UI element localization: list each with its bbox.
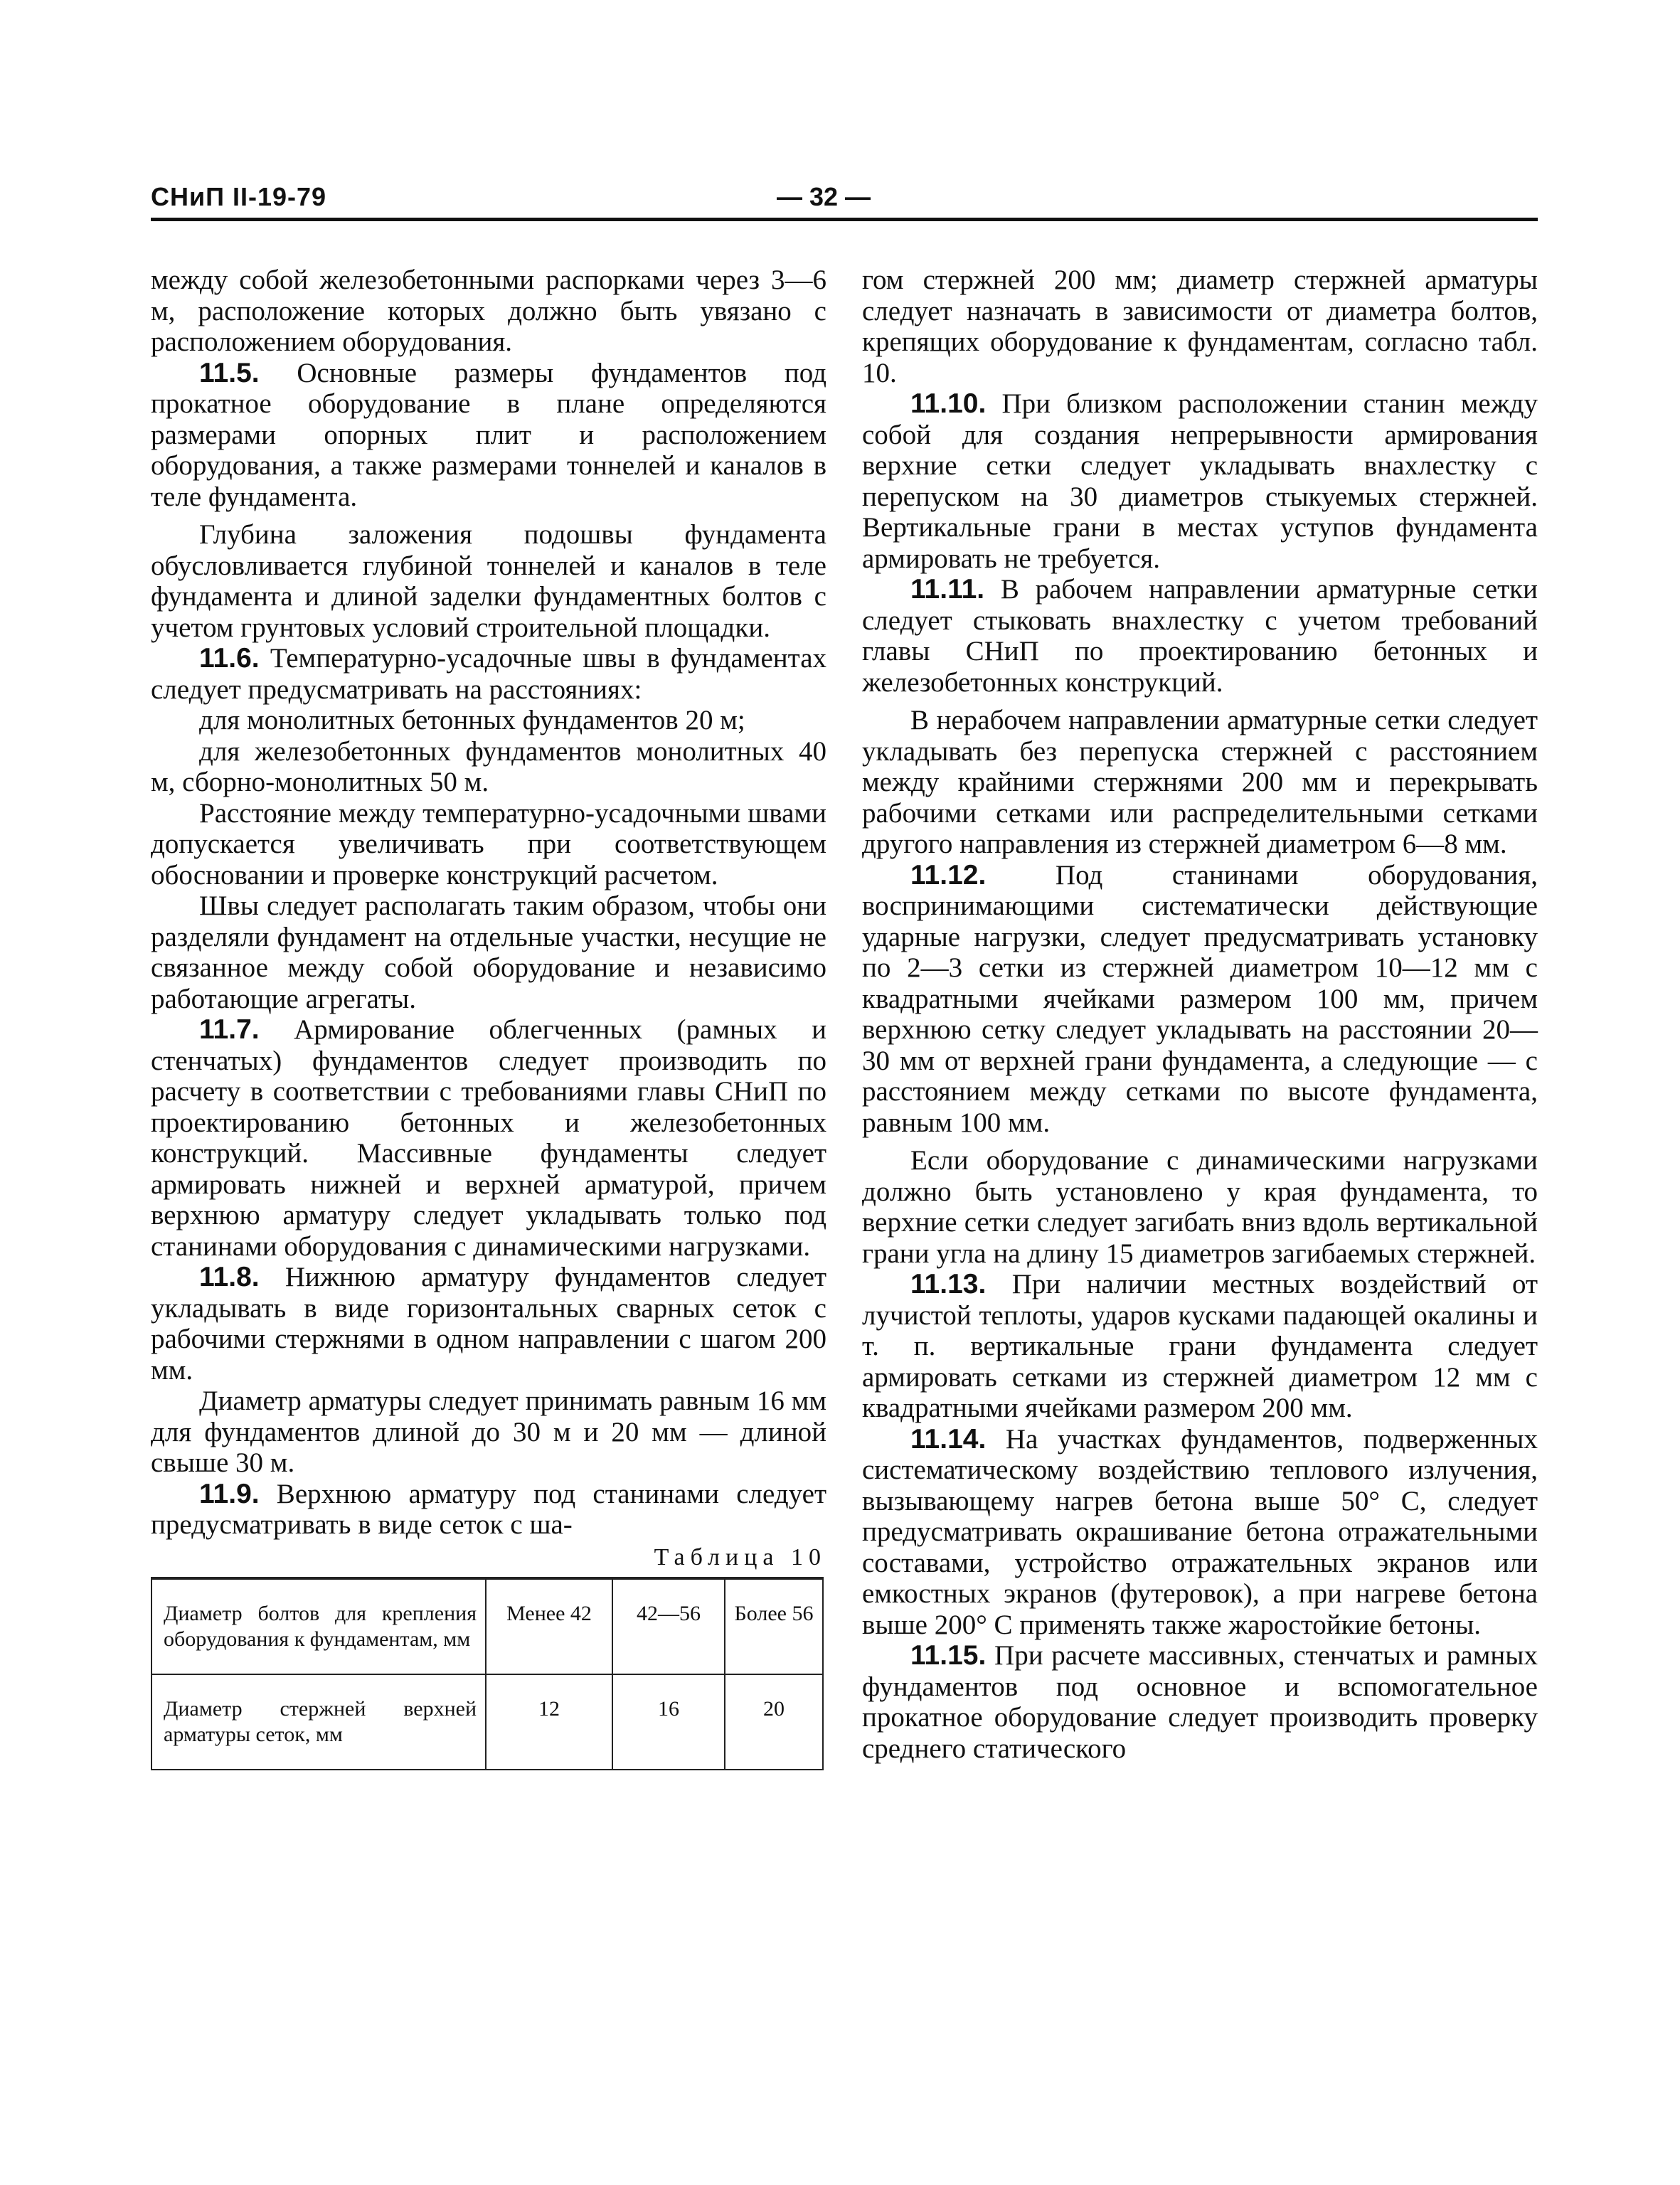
paragraph-11-13 [862,1269,1538,1424]
table-10 [151,1577,824,1770]
clause-number: 11.5. [199,357,260,388]
clause-number: 11.9. [199,1478,260,1509]
table-cell: Диаметр стержней верхней арматуры сеток, мм [151,1674,486,1770]
clause-text: Под станинами оборудования, воспринимающими систематически действующие ударные нагрузки, следует предусматривать установку по 2—3 сетки из стержней диаметром 10—12 мм с квадратными ячейками размером 100 мм, причем верхнюю сетку следует укладывать на расстоянии 20—30 мм от верхней грани фундамента, а следующие — с расстоянием между сетками по высоте фундамента, равным 100 мм. [862,859,1538,1138]
paragraph-11-15 [862,1640,1538,1764]
table-cell: Более 56 [725,1578,823,1674]
paragraph-11-10 [862,388,1538,574]
paragraph: Если оборудование с динамическими нагрузками должно быть установлено у края фундамента, то верхние сетки следует загибать вниз вдоль вертикальной грани угла на длину 15 диаметров загибаемых стержней. [862,1145,1538,1269]
table-caption: Таблица 10 [654,1543,826,1570]
clause-text: При близком расположении станин между собой для создания непрерывности армирования верхние сетки следует укладывать внахлестку с перепуском на 30 диаметров стыкуемых стержней. Вертикальные грани в местах уступов фундамента армировать не требуется. [862,388,1538,574]
paragraph-11-11 [862,574,1538,698]
paragraph-11-12 [862,860,1538,1139]
paragraph-11-7 [151,1014,826,1262]
paragraph: В нерабочем направлении арматурные сетки следует укладывать без перепуска стержней с расстоянием между крайними стержнями 200 мм и перекрывать рабочими сетками или распределительными сетками другого направления из стержней диаметром 6—8 мм. [862,705,1538,859]
header-rule [151,218,1538,221]
clause-text: Температурно-усадочные швы в фундаментах следует предусматривать на расстояниях: [151,643,826,705]
clause-text: Верхнюю арматуру под станинами следует предусматривать в виде сеток с ша- [151,1478,826,1540]
clause-text: При наличии местных воздействий от лучистой теплоты, ударов кусками падающей окалины и т. п. вертикальные грани фундамента следует армировать сетками из стержней диаметром 12 мм с квадратными ячейками размером 200 мм. [862,1269,1538,1423]
table-cell: 42—56 [612,1578,725,1674]
document-code: СНиП II-19-79 [151,182,327,211]
clause-number: 11.10. [910,388,987,419]
paragraph: Швы следует располагать таким образом, чтобы они разделяли фундамент на отдельные участки, несущие не связанное между собой оборудование и независимо работающие агрегаты. [151,891,826,1014]
paragraph: между собой железобетонными распорками через 3—6 м, расположение которых должно быть увязано с расположением оборудования. [151,265,826,357]
page-header [151,182,1538,225]
clause-number: 11.12. [910,859,987,891]
paragraph-11-9 [151,1479,826,1541]
clause-number: 11.15. [910,1640,987,1671]
paragraph: гом стержней 200 мм; диаметр стержней арматуры следует назначать в зависимости от диаметра болтов, крепящих оборудование к фундаментам, согласно табл. 10. [862,265,1538,388]
clause-number: 11.7. [199,1014,260,1045]
table-cell: 20 [725,1674,823,1770]
clause-number: 11.8. [199,1262,260,1292]
clause-number: 11.11. [910,574,985,605]
clause-text: Армирование облегченных (рамных и стенчатых) фундаментов следует производить по расчету в соответствии с требованиями главы СНиП по проектированию бетонных и железобетонных конструкций. Массивные фундаменты следует армировать нижней и верхней арматурой, причем верхнюю арматуру следует укладывать только под станинами оборудования с динамическими нагрузками. [151,1014,826,1262]
table-row [151,1674,823,1770]
clause-number: 11.6. [199,643,260,674]
left-column [151,265,826,1770]
paragraph: для железобетонных фундаментов монолитных 40 м, сборно-монолитных 50 м. [151,735,826,797]
table-cell: Менее 42 [486,1578,612,1674]
clause-text: При расчете массивных, стенчатых и рамных фундаментов под основное и вспомогательное прокатное оборудование следует производить проверку среднего статического [862,1640,1538,1764]
table-cell: Диаметр болтов для крепления оборудования к фундаментам, мм [151,1578,486,1674]
paragraph: Диаметр арматуры следует принимать равным 16 мм для фундаментов длиной до 30 м и 20 мм — длиной свыше 30 м. [151,1386,826,1478]
clause-number: 11.14. [910,1423,987,1455]
table-row [151,1578,823,1674]
paragraph-11-8 [151,1262,826,1386]
paragraph-11-6 [151,643,826,705]
table-cell: 12 [486,1674,612,1770]
paragraph: Глубина заложения подошвы фундамента обусловливается глубиной тоннелей и каналов в теле фундамента и длиной заделки фундаментных болтов с учетом грунтовых условий строительной площадки. [151,519,826,643]
right-column [862,265,1538,1764]
clause-text: На участках фундаментов, подверженных систематическому воздействию теплового излучения, вызывающему нагрев бетона выше 50° С, следует предусматривать окрашивание бетона отражательными составами, устройство отражательных экранов или емкостных экранов (футеровок), а при нагреве бетона выше 200° С применять также жаростойкие бетоны. [862,1423,1538,1640]
paragraph-11-5 [151,358,826,513]
paragraph-11-14 [862,1424,1538,1641]
paragraph: Расстояние между температурно-усадочными швами допускается увеличивать при соответствующем обосновании и проверке конструкций расчетом. [151,797,826,891]
table-cell: 16 [612,1674,725,1770]
clause-text: Основные размеры фундаментов под прокатное оборудование в плане определяются размерами опорных плит и расположением оборудования, а также размерами тоннелей и каналов в теле фундамента. [151,357,826,512]
paragraph: для монолитных бетонных фундаментов 20 м; [199,705,745,735]
clause-text: Нижнюю арматуру фундаментов следует укладывать в виде горизонтальных сварных сеток с рабочими стержнями в одном направлении с шагом 200 мм. [151,1262,826,1386]
clause-number: 11.13. [910,1269,987,1299]
page-number: — 32 — [777,182,871,211]
clause-text: В рабочем направлении арматурные сетки следует стыковать внахлестку с учетом требований главы СНиП по проектированию бетонных и железобетонных конструкций. [862,574,1538,698]
